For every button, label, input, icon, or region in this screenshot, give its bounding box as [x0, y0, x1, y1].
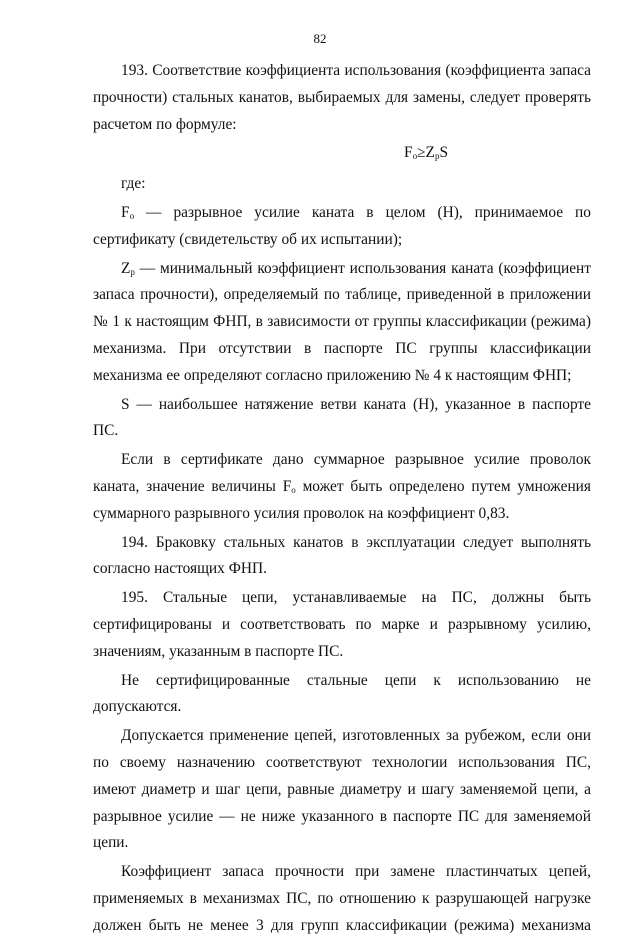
formula-z: Z — [425, 144, 435, 162]
paragraph-certificate — [93, 447, 591, 527]
paragraph-194: 194. Браковку стальных канатов в эксплуатации следует выполнять согласно настоящих ФНП. — [93, 533, 591, 578]
definition-zp-symbol: Z — [121, 259, 131, 277]
definition-fo — [93, 200, 591, 254]
definition-zp-subscript: p — [130, 266, 135, 277]
definition-fo-symbol: F — [121, 203, 130, 221]
definition-zp-text: — минимальный коэффициент использования каната (коэффициент запаса прочности), определяемый по таблице, приведенной в приложении № 1 к настоящим ФНП, в зависимости от группы классификации (режима) механизма. При отсутствии в паспорте ПС группы классификации механизма ее определяют согласно приложению № 4 к настоящим ФНП; — [93, 259, 591, 384]
paragraph-certificate-before: Если в сертификате дано суммарное разрывное усилие проволок каната, значение величины F — [93, 451, 591, 495]
formula-s: S — [439, 144, 448, 162]
paragraph-foreign-chains: Допускается применение цепей, изготовленных за рубежом, если они по своему назначению соответствуют технологии использования ПС, имеют диаметр и шаг цепи, равные диаметру и шагу заменяемой цепи, а разрывное усилие — не ниже указанного в паспорте ПС для заменяемой цепи. — [93, 727, 591, 852]
definition-fo-subscript: o — [129, 210, 135, 221]
paragraph-certificate-after: может быть определено путем умножения суммарного разрывного усилия проволок на коэффициент 0,83. — [93, 477, 591, 522]
formula-z-subscript: p — [434, 151, 440, 162]
paragraph-195: 195. Стальные цепи, устанавливаемые на ПС, должны быть сертифицированы и соответствовать по марке и разрывному усилию, значениям, указанным в паспорте ПС. — [93, 589, 591, 660]
formula-f-subscript: o — [412, 151, 418, 162]
formula — [93, 140, 591, 167]
paragraph-193: 193. Соответствие коэффициента использования (коэффициента запаса прочности) стальных канатов, выбираемых для замены, следует проверять расчетом по формуле: — [93, 62, 591, 133]
definition-fo-text: — разрывное усилие каната в целом (Н), принимаемое по сертификату (свидетельству об их испытании); — [93, 203, 591, 248]
formula-relation: ≥ — [417, 144, 426, 162]
paragraph-safety-coefficient: Коэффициент запаса прочности при замене пластинчатых цепей, применяемых в механизмах ПС, по отношению к разрушающей нагрузке должен быть не менее 3 для групп классификации (режима) механизма — [93, 863, 591, 934]
page-body — [93, 58, 591, 940]
paragraph-certificate-subscript: o — [291, 484, 296, 495]
paragraph-not-certified: Не сертифицированные стальные цепи к использованию не допускаются. — [93, 671, 591, 716]
definition-s: S — наибольшее натяжение ветви каната (Н), указанное в паспорте ПС. — [93, 395, 591, 440]
formula-f: F — [404, 144, 413, 162]
page-number: 82 — [313, 31, 327, 46]
where-label: где: — [121, 175, 146, 193]
definition-zp — [93, 256, 591, 390]
